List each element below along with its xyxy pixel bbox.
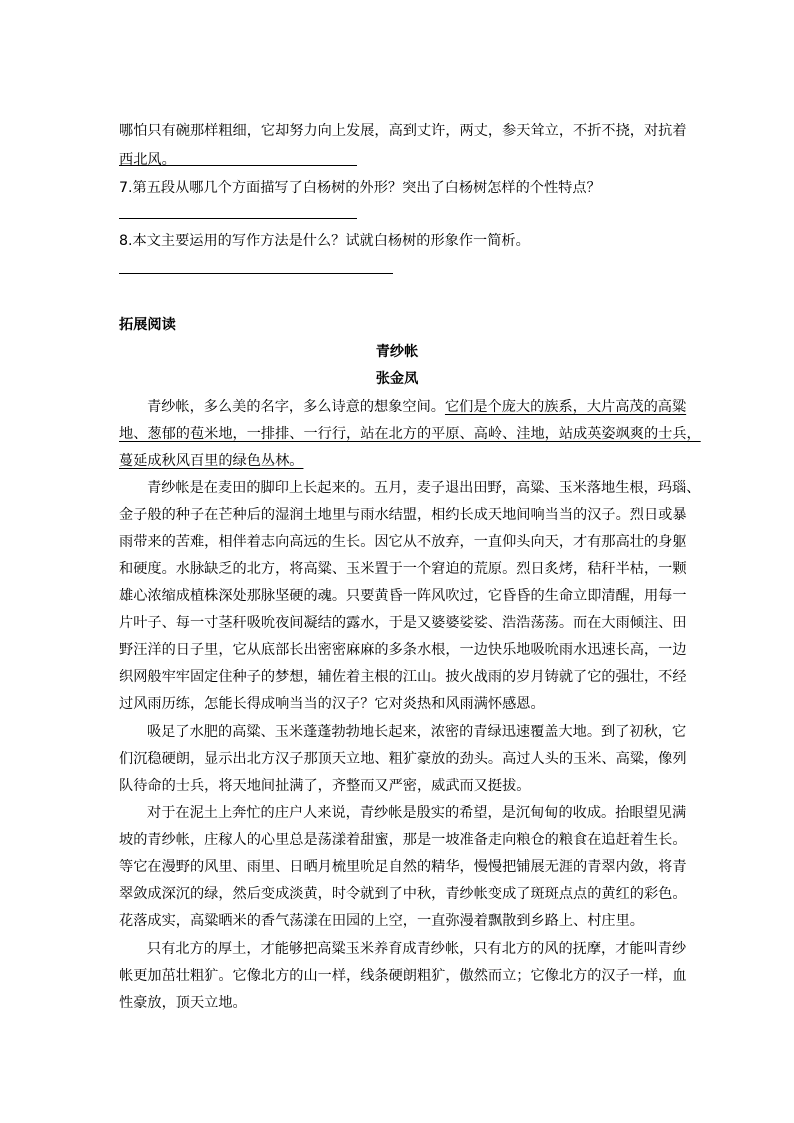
- article-title: 青纱帐: [375, 344, 419, 360]
- p2-line-9: 过风雨历练，怎能长得成响当当的汉子？它对炎热和风雨满怀感恩。: [119, 696, 545, 712]
- p3-line-1: 吸足了水肥的高粱、玉米蓬蓬勃勃地长起来，浓密的青绿迅速覆盖大地。到了初秋，它: [147, 724, 687, 740]
- p1-underlined-text: 它们是个庞大的族系，大片高茂的高粱: [444, 399, 687, 415]
- p2-line-5: 雄心浓缩成植株深处那脉坚硬的魂。只要黄昏一阵风吹过，它昏昏的生命立即清醒，用每一: [119, 588, 687, 604]
- article-author: 张金凤: [375, 371, 419, 387]
- p1-line-2: 地、葱郁的苞米地，一排排、一行行，站在北方的平原、高岭、洼地，站成英姿飒爽的士兵，: [119, 426, 701, 442]
- p2-line-8: 织网般牢牢固定住种子的梦想，辅佐着主根的江山。披火战雨的岁月铸就了它的强壮，不经: [119, 669, 687, 685]
- p2-line-1: 青纱帐是在麦田的脚印上长起来的。五月，麦子退出田野，高粱、玉米落地生根，玛瑙、: [147, 480, 701, 496]
- p3-line-3: 队待命的士兵，将天地间扯满了，齐整而又严密，威武而又挺拔。: [119, 778, 531, 794]
- answer-blank-7[interactable]: [119, 218, 357, 219]
- answer-blank-6[interactable]: [119, 165, 357, 166]
- p5-line-2: 帐更加茁壮粗犷。它像北方的山一样，线条硬朗粗犷，傲然而立；它像北方的汉子一样，血: [119, 968, 687, 984]
- intro-line-2: 西北风。: [119, 152, 176, 168]
- p2-line-2: 金子般的种子在芒种后的湿润土地里与雨水结盟，相约长成天地间响当当的汉子。烈日或暴: [119, 507, 687, 523]
- answer-blank-8[interactable]: [119, 273, 393, 274]
- p5-line-1: 只有北方的厚土，才能够把高粱玉米养育成青纱帐，只有北方的风的抚摩，才能叫青纱: [147, 941, 687, 957]
- p4-line-2: 坡的青纱帐，庄稼人的心里总是荡漾着甜蜜，那是一坡准备走向粮仓的粮食在追赶着生长。: [119, 832, 687, 848]
- p2-line-4: 和硬度。水脉缺乏的北方，将高粱、玉米置于一个窘迫的荒原。烈日炙烤，秸秆半枯，一颗: [119, 561, 687, 577]
- p3-line-2: 们沉稳硬朗，显示出北方汉子那顶天立地、粗犷豪放的劲头。高过人头的玉米、高粱，像列: [119, 751, 687, 767]
- p4-line-3: 等它在漫野的风里、雨里、日晒月梳里吮足自然的精华，慢慢把铺展无涯的青翠内敛，将青: [119, 859, 687, 875]
- intro-line-1: 哪怕只有碗那样粗细，它却努力向上发展，高到丈许，两丈，参天耸立，不折不挠，对抗着: [119, 123, 687, 139]
- section-title: 拓展阅读: [119, 317, 176, 333]
- p2-line-6: 片叶子、每一寸茎秆吸吮夜间凝结的露水，于是又婆婆娑娑、浩浩荡荡。而在大雨倾注、田: [119, 615, 687, 631]
- p1-plain-text: 青纱帐，多么美的名字，多么诗意的想象空间。: [147, 399, 445, 415]
- p2-line-3: 雨带来的苦难，相伴着志向高远的生长。因它从不放弃，一直仰头向天，才有那高壮的身躯: [119, 534, 687, 550]
- p4-line-4: 翠敛成深沉的绿，然后变成淡黄，时令就到了中秋，青纱帐变成了斑斑点点的黄红的彩色。: [119, 886, 687, 902]
- p5-line-3: 性豪放，顶天立地。: [119, 995, 247, 1011]
- p1-line-1: [147, 397, 686, 417]
- p4-line-1: 对于在泥土上奔忙的庄户人来说，青纱帐是殷实的希望，是沉甸甸的收成。抬眼望见满: [147, 805, 687, 821]
- p4-line-5: 花落成实，高粱晒米的香气荡漾在田园的上空，一直弥漫着飘散到乡路上、村庄里。: [119, 913, 644, 929]
- question-8: 8.本文主要运用的写作方法是什么？试就白杨树的形象作一简析。: [119, 233, 530, 249]
- p1-line-3: 蔓延成秋风百里的绿色丛林。: [119, 453, 304, 469]
- p2-line-7: 野汪洋的日子里，它从底部长出密密麻麻的多条水根，一边快乐地吸吮雨水迅速长高，一边: [119, 642, 687, 658]
- question-7: 7.第五段从哪几个方面描写了白杨树的外形？突出了白杨树怎样的个性特点？: [119, 180, 601, 196]
